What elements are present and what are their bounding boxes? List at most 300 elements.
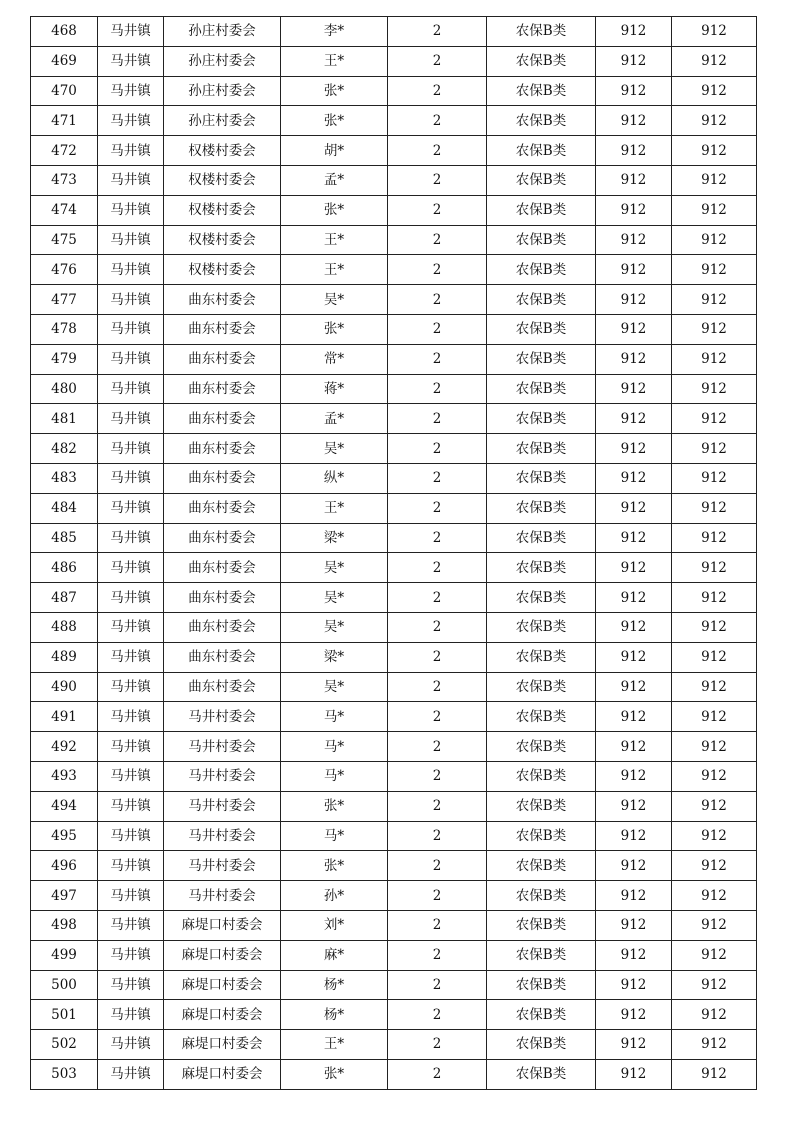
total-cell: 912 <box>672 940 757 970</box>
town-cell: 马井镇 <box>98 881 164 911</box>
category-cell: 农保B类 <box>487 17 596 47</box>
name-cell: 孟* <box>281 165 388 195</box>
name-cell: 纵* <box>281 463 388 493</box>
total-cell: 912 <box>672 523 757 553</box>
count-cell: 2 <box>388 1000 487 1030</box>
village-committee-cell: 曲东村委会 <box>164 553 281 583</box>
village-committee-cell: 曲东村委会 <box>164 344 281 374</box>
count-cell: 2 <box>388 702 487 732</box>
town-cell: 马井镇 <box>98 404 164 434</box>
row-number-cell: 481 <box>31 404 98 434</box>
town-cell: 马井镇 <box>98 851 164 881</box>
count-cell: 2 <box>388 76 487 106</box>
table-row <box>31 672 757 702</box>
total-cell: 912 <box>672 553 757 583</box>
amount-cell: 912 <box>596 612 672 642</box>
count-cell: 2 <box>388 255 487 285</box>
table-row <box>31 285 757 315</box>
village-committee-cell: 马井村委会 <box>164 732 281 762</box>
table-row <box>31 106 757 136</box>
amount-cell: 912 <box>596 910 672 940</box>
village-committee-cell: 孙庄村委会 <box>164 46 281 76</box>
village-committee-cell: 权楼村委会 <box>164 136 281 166</box>
village-committee-cell: 曲东村委会 <box>164 672 281 702</box>
table-row <box>31 136 757 166</box>
row-number-cell: 500 <box>31 970 98 1000</box>
table-row <box>31 523 757 553</box>
row-number-cell: 484 <box>31 493 98 523</box>
table-row <box>31 46 757 76</box>
town-cell: 马井镇 <box>98 255 164 285</box>
town-cell: 马井镇 <box>98 970 164 1000</box>
village-committee-cell: 曲东村委会 <box>164 404 281 434</box>
amount-cell: 912 <box>596 1030 672 1060</box>
table-row <box>31 732 757 762</box>
count-cell: 2 <box>388 761 487 791</box>
category-cell: 农保B类 <box>487 195 596 225</box>
name-cell: 王* <box>281 493 388 523</box>
total-cell: 912 <box>672 672 757 702</box>
total-cell: 912 <box>672 434 757 464</box>
name-cell: 蒋* <box>281 374 388 404</box>
category-cell: 农保B类 <box>487 165 596 195</box>
table-row <box>31 702 757 732</box>
category-cell: 农保B类 <box>487 1030 596 1060</box>
town-cell: 马井镇 <box>98 821 164 851</box>
category-cell: 农保B类 <box>487 583 596 613</box>
category-cell: 农保B类 <box>487 434 596 464</box>
amount-cell: 912 <box>596 702 672 732</box>
total-cell: 912 <box>672 612 757 642</box>
village-committee-cell: 曲东村委会 <box>164 314 281 344</box>
count-cell: 2 <box>388 314 487 344</box>
amount-cell: 912 <box>596 285 672 315</box>
category-cell: 农保B类 <box>487 314 596 344</box>
town-cell: 马井镇 <box>98 702 164 732</box>
row-number-cell: 475 <box>31 225 98 255</box>
name-cell: 孟* <box>281 404 388 434</box>
name-cell: 李* <box>281 17 388 47</box>
total-cell: 912 <box>672 732 757 762</box>
category-cell: 农保B类 <box>487 553 596 583</box>
count-cell: 2 <box>388 46 487 76</box>
name-cell: 王* <box>281 255 388 285</box>
amount-cell: 912 <box>596 17 672 47</box>
total-cell: 912 <box>672 404 757 434</box>
amount-cell: 912 <box>596 195 672 225</box>
row-number-cell: 483 <box>31 463 98 493</box>
row-number-cell: 497 <box>31 881 98 911</box>
village-committee-cell: 权楼村委会 <box>164 225 281 255</box>
town-cell: 马井镇 <box>98 195 164 225</box>
category-cell: 农保B类 <box>487 732 596 762</box>
row-number-cell: 503 <box>31 1059 98 1089</box>
town-cell: 马井镇 <box>98 642 164 672</box>
table-row <box>31 642 757 672</box>
table-row <box>31 255 757 285</box>
village-committee-cell: 麻堤口村委会 <box>164 970 281 1000</box>
row-number-cell: 495 <box>31 821 98 851</box>
total-cell: 912 <box>672 463 757 493</box>
count-cell: 2 <box>388 344 487 374</box>
row-number-cell: 474 <box>31 195 98 225</box>
village-committee-cell: 马井村委会 <box>164 881 281 911</box>
category-cell: 农保B类 <box>487 255 596 285</box>
amount-cell: 912 <box>596 46 672 76</box>
count-cell: 2 <box>388 1059 487 1089</box>
count-cell: 2 <box>388 732 487 762</box>
row-number-cell: 501 <box>31 1000 98 1030</box>
amount-cell: 912 <box>596 583 672 613</box>
amount-cell: 912 <box>596 1059 672 1089</box>
total-cell: 912 <box>672 225 757 255</box>
table-row <box>31 76 757 106</box>
village-committee-cell: 曲东村委会 <box>164 612 281 642</box>
town-cell: 马井镇 <box>98 463 164 493</box>
row-number-cell: 486 <box>31 553 98 583</box>
category-cell: 农保B类 <box>487 225 596 255</box>
name-cell: 马* <box>281 732 388 762</box>
total-cell: 912 <box>672 851 757 881</box>
row-number-cell: 468 <box>31 17 98 47</box>
count-cell: 2 <box>388 612 487 642</box>
town-cell: 马井镇 <box>98 940 164 970</box>
table-row <box>31 463 757 493</box>
count-cell: 2 <box>388 225 487 255</box>
category-cell: 农保B类 <box>487 851 596 881</box>
total-cell: 912 <box>672 761 757 791</box>
category-cell: 农保B类 <box>487 910 596 940</box>
row-number-cell: 492 <box>31 732 98 762</box>
amount-cell: 912 <box>596 225 672 255</box>
town-cell: 马井镇 <box>98 76 164 106</box>
amount-cell: 912 <box>596 732 672 762</box>
table-row <box>31 1059 757 1089</box>
village-committee-cell: 曲东村委会 <box>164 285 281 315</box>
amount-cell: 912 <box>596 463 672 493</box>
village-committee-cell: 马井村委会 <box>164 851 281 881</box>
village-committee-cell: 麻堤口村委会 <box>164 1059 281 1089</box>
amount-cell: 912 <box>596 493 672 523</box>
village-committee-cell: 孙庄村委会 <box>164 106 281 136</box>
name-cell: 张* <box>281 76 388 106</box>
name-cell: 胡* <box>281 136 388 166</box>
name-cell: 梁* <box>281 642 388 672</box>
village-committee-cell: 曲东村委会 <box>164 523 281 553</box>
table-row <box>31 165 757 195</box>
table-row <box>31 374 757 404</box>
total-cell: 912 <box>672 1030 757 1060</box>
count-cell: 2 <box>388 374 487 404</box>
category-cell: 农保B类 <box>487 612 596 642</box>
amount-cell: 912 <box>596 940 672 970</box>
total-cell: 912 <box>672 1000 757 1030</box>
total-cell: 912 <box>672 702 757 732</box>
category-cell: 农保B类 <box>487 940 596 970</box>
category-cell: 农保B类 <box>487 285 596 315</box>
total-cell: 912 <box>672 344 757 374</box>
count-cell: 2 <box>388 970 487 1000</box>
count-cell: 2 <box>388 195 487 225</box>
table-body <box>31 17 757 1090</box>
town-cell: 马井镇 <box>98 1000 164 1030</box>
amount-cell: 912 <box>596 851 672 881</box>
town-cell: 马井镇 <box>98 434 164 464</box>
town-cell: 马井镇 <box>98 17 164 47</box>
town-cell: 马井镇 <box>98 672 164 702</box>
name-cell: 马* <box>281 821 388 851</box>
category-cell: 农保B类 <box>487 374 596 404</box>
row-number-cell: 493 <box>31 761 98 791</box>
category-cell: 农保B类 <box>487 761 596 791</box>
table-row <box>31 195 757 225</box>
town-cell: 马井镇 <box>98 553 164 583</box>
category-cell: 农保B类 <box>487 136 596 166</box>
category-cell: 农保B类 <box>487 344 596 374</box>
table-row <box>31 314 757 344</box>
town-cell: 马井镇 <box>98 46 164 76</box>
amount-cell: 912 <box>596 344 672 374</box>
count-cell: 2 <box>388 672 487 702</box>
amount-cell: 912 <box>596 791 672 821</box>
row-number-cell: 478 <box>31 314 98 344</box>
amount-cell: 912 <box>596 136 672 166</box>
row-number-cell: 487 <box>31 583 98 613</box>
village-committee-cell: 麻堤口村委会 <box>164 910 281 940</box>
amount-cell: 912 <box>596 523 672 553</box>
amount-cell: 912 <box>596 165 672 195</box>
amount-cell: 912 <box>596 76 672 106</box>
count-cell: 2 <box>388 17 487 47</box>
row-number-cell: 480 <box>31 374 98 404</box>
table-row <box>31 910 757 940</box>
name-cell: 常* <box>281 344 388 374</box>
town-cell: 马井镇 <box>98 612 164 642</box>
name-cell: 王* <box>281 46 388 76</box>
village-committee-cell: 权楼村委会 <box>164 165 281 195</box>
total-cell: 912 <box>672 910 757 940</box>
count-cell: 2 <box>388 553 487 583</box>
category-cell: 农保B类 <box>487 463 596 493</box>
village-committee-cell: 孙庄村委会 <box>164 17 281 47</box>
table-row <box>31 761 757 791</box>
name-cell: 张* <box>281 195 388 225</box>
name-cell: 王* <box>281 1030 388 1060</box>
village-committee-cell: 曲东村委会 <box>164 642 281 672</box>
row-number-cell: 479 <box>31 344 98 374</box>
row-number-cell: 470 <box>31 76 98 106</box>
town-cell: 马井镇 <box>98 165 164 195</box>
count-cell: 2 <box>388 285 487 315</box>
row-number-cell: 491 <box>31 702 98 732</box>
count-cell: 2 <box>388 106 487 136</box>
category-cell: 农保B类 <box>487 493 596 523</box>
row-number-cell: 499 <box>31 940 98 970</box>
town-cell: 马井镇 <box>98 285 164 315</box>
name-cell: 张* <box>281 1059 388 1089</box>
row-number-cell: 469 <box>31 46 98 76</box>
table-row <box>31 344 757 374</box>
row-number-cell: 485 <box>31 523 98 553</box>
total-cell: 912 <box>672 285 757 315</box>
name-cell: 马* <box>281 702 388 732</box>
amount-cell: 912 <box>596 821 672 851</box>
table-row <box>31 493 757 523</box>
row-number-cell: 490 <box>31 672 98 702</box>
category-cell: 农保B类 <box>487 791 596 821</box>
total-cell: 912 <box>672 970 757 1000</box>
town-cell: 马井镇 <box>98 225 164 255</box>
amount-cell: 912 <box>596 314 672 344</box>
amount-cell: 912 <box>596 553 672 583</box>
table-row <box>31 583 757 613</box>
amount-cell: 912 <box>596 404 672 434</box>
count-cell: 2 <box>388 583 487 613</box>
total-cell: 912 <box>672 17 757 47</box>
total-cell: 912 <box>672 46 757 76</box>
total-cell: 912 <box>672 314 757 344</box>
village-committee-cell: 马井村委会 <box>164 791 281 821</box>
village-committee-cell: 麻堤口村委会 <box>164 1000 281 1030</box>
amount-cell: 912 <box>596 881 672 911</box>
table-row <box>31 612 757 642</box>
name-cell: 张* <box>281 106 388 136</box>
count-cell: 2 <box>388 791 487 821</box>
total-cell: 912 <box>672 374 757 404</box>
village-committee-cell: 马井村委会 <box>164 821 281 851</box>
name-cell: 马* <box>281 761 388 791</box>
category-cell: 农保B类 <box>487 970 596 1000</box>
name-cell: 吴* <box>281 583 388 613</box>
table-row <box>31 434 757 464</box>
amount-cell: 912 <box>596 434 672 464</box>
table-row <box>31 881 757 911</box>
total-cell: 912 <box>672 642 757 672</box>
amount-cell: 912 <box>596 761 672 791</box>
town-cell: 马井镇 <box>98 1030 164 1060</box>
town-cell: 马井镇 <box>98 583 164 613</box>
amount-cell: 912 <box>596 970 672 1000</box>
name-cell: 张* <box>281 791 388 821</box>
town-cell: 马井镇 <box>98 374 164 404</box>
town-cell: 马井镇 <box>98 732 164 762</box>
total-cell: 912 <box>672 136 757 166</box>
amount-cell: 912 <box>596 106 672 136</box>
category-cell: 农保B类 <box>487 642 596 672</box>
category-cell: 农保B类 <box>487 523 596 553</box>
amount-cell: 912 <box>596 255 672 285</box>
village-committee-cell: 曲东村委会 <box>164 374 281 404</box>
count-cell: 2 <box>388 463 487 493</box>
table-row <box>31 970 757 1000</box>
category-cell: 农保B类 <box>487 46 596 76</box>
town-cell: 马井镇 <box>98 493 164 523</box>
amount-cell: 912 <box>596 1000 672 1030</box>
village-committee-cell: 曲东村委会 <box>164 434 281 464</box>
village-committee-cell: 权楼村委会 <box>164 255 281 285</box>
amount-cell: 912 <box>596 672 672 702</box>
village-committee-cell: 曲东村委会 <box>164 463 281 493</box>
row-number-cell: 489 <box>31 642 98 672</box>
name-cell: 吴* <box>281 434 388 464</box>
count-cell: 2 <box>388 881 487 911</box>
count-cell: 2 <box>388 523 487 553</box>
town-cell: 马井镇 <box>98 314 164 344</box>
table-row <box>31 1030 757 1060</box>
village-committee-cell: 马井村委会 <box>164 702 281 732</box>
count-cell: 2 <box>388 493 487 523</box>
category-cell: 农保B类 <box>487 106 596 136</box>
village-committee-cell: 马井村委会 <box>164 761 281 791</box>
category-cell: 农保B类 <box>487 881 596 911</box>
row-number-cell: 494 <box>31 791 98 821</box>
total-cell: 912 <box>672 493 757 523</box>
row-number-cell: 496 <box>31 851 98 881</box>
name-cell: 吴* <box>281 612 388 642</box>
name-cell: 张* <box>281 314 388 344</box>
town-cell: 马井镇 <box>98 791 164 821</box>
table-row <box>31 553 757 583</box>
row-number-cell: 476 <box>31 255 98 285</box>
total-cell: 912 <box>672 106 757 136</box>
name-cell: 吴* <box>281 285 388 315</box>
village-committee-cell: 麻堤口村委会 <box>164 940 281 970</box>
name-cell: 梁* <box>281 523 388 553</box>
total-cell: 912 <box>672 881 757 911</box>
count-cell: 2 <box>388 910 487 940</box>
town-cell: 马井镇 <box>98 910 164 940</box>
amount-cell: 912 <box>596 642 672 672</box>
category-cell: 农保B类 <box>487 702 596 732</box>
row-number-cell: 471 <box>31 106 98 136</box>
name-cell: 刘* <box>281 910 388 940</box>
name-cell: 吴* <box>281 553 388 583</box>
town-cell: 马井镇 <box>98 136 164 166</box>
category-cell: 农保B类 <box>487 1000 596 1030</box>
table-row <box>31 791 757 821</box>
total-cell: 912 <box>672 195 757 225</box>
table-row <box>31 940 757 970</box>
category-cell: 农保B类 <box>487 1059 596 1089</box>
row-number-cell: 472 <box>31 136 98 166</box>
table-row <box>31 1000 757 1030</box>
village-committee-cell: 权楼村委会 <box>164 195 281 225</box>
total-cell: 912 <box>672 791 757 821</box>
row-number-cell: 488 <box>31 612 98 642</box>
row-number-cell: 473 <box>31 165 98 195</box>
name-cell: 孙* <box>281 881 388 911</box>
table-row <box>31 17 757 47</box>
town-cell: 马井镇 <box>98 761 164 791</box>
row-number-cell: 482 <box>31 434 98 464</box>
row-number-cell: 502 <box>31 1030 98 1060</box>
count-cell: 2 <box>388 165 487 195</box>
name-cell: 张* <box>281 851 388 881</box>
total-cell: 912 <box>672 583 757 613</box>
name-cell: 麻* <box>281 940 388 970</box>
total-cell: 912 <box>672 76 757 106</box>
village-committee-cell: 麻堤口村委会 <box>164 1030 281 1060</box>
name-cell: 杨* <box>281 1000 388 1030</box>
town-cell: 马井镇 <box>98 523 164 553</box>
table-row <box>31 404 757 434</box>
subsidy-table <box>30 16 757 1090</box>
village-committee-cell: 孙庄村委会 <box>164 76 281 106</box>
table-row <box>31 851 757 881</box>
category-cell: 农保B类 <box>487 404 596 434</box>
total-cell: 912 <box>672 165 757 195</box>
category-cell: 农保B类 <box>487 76 596 106</box>
